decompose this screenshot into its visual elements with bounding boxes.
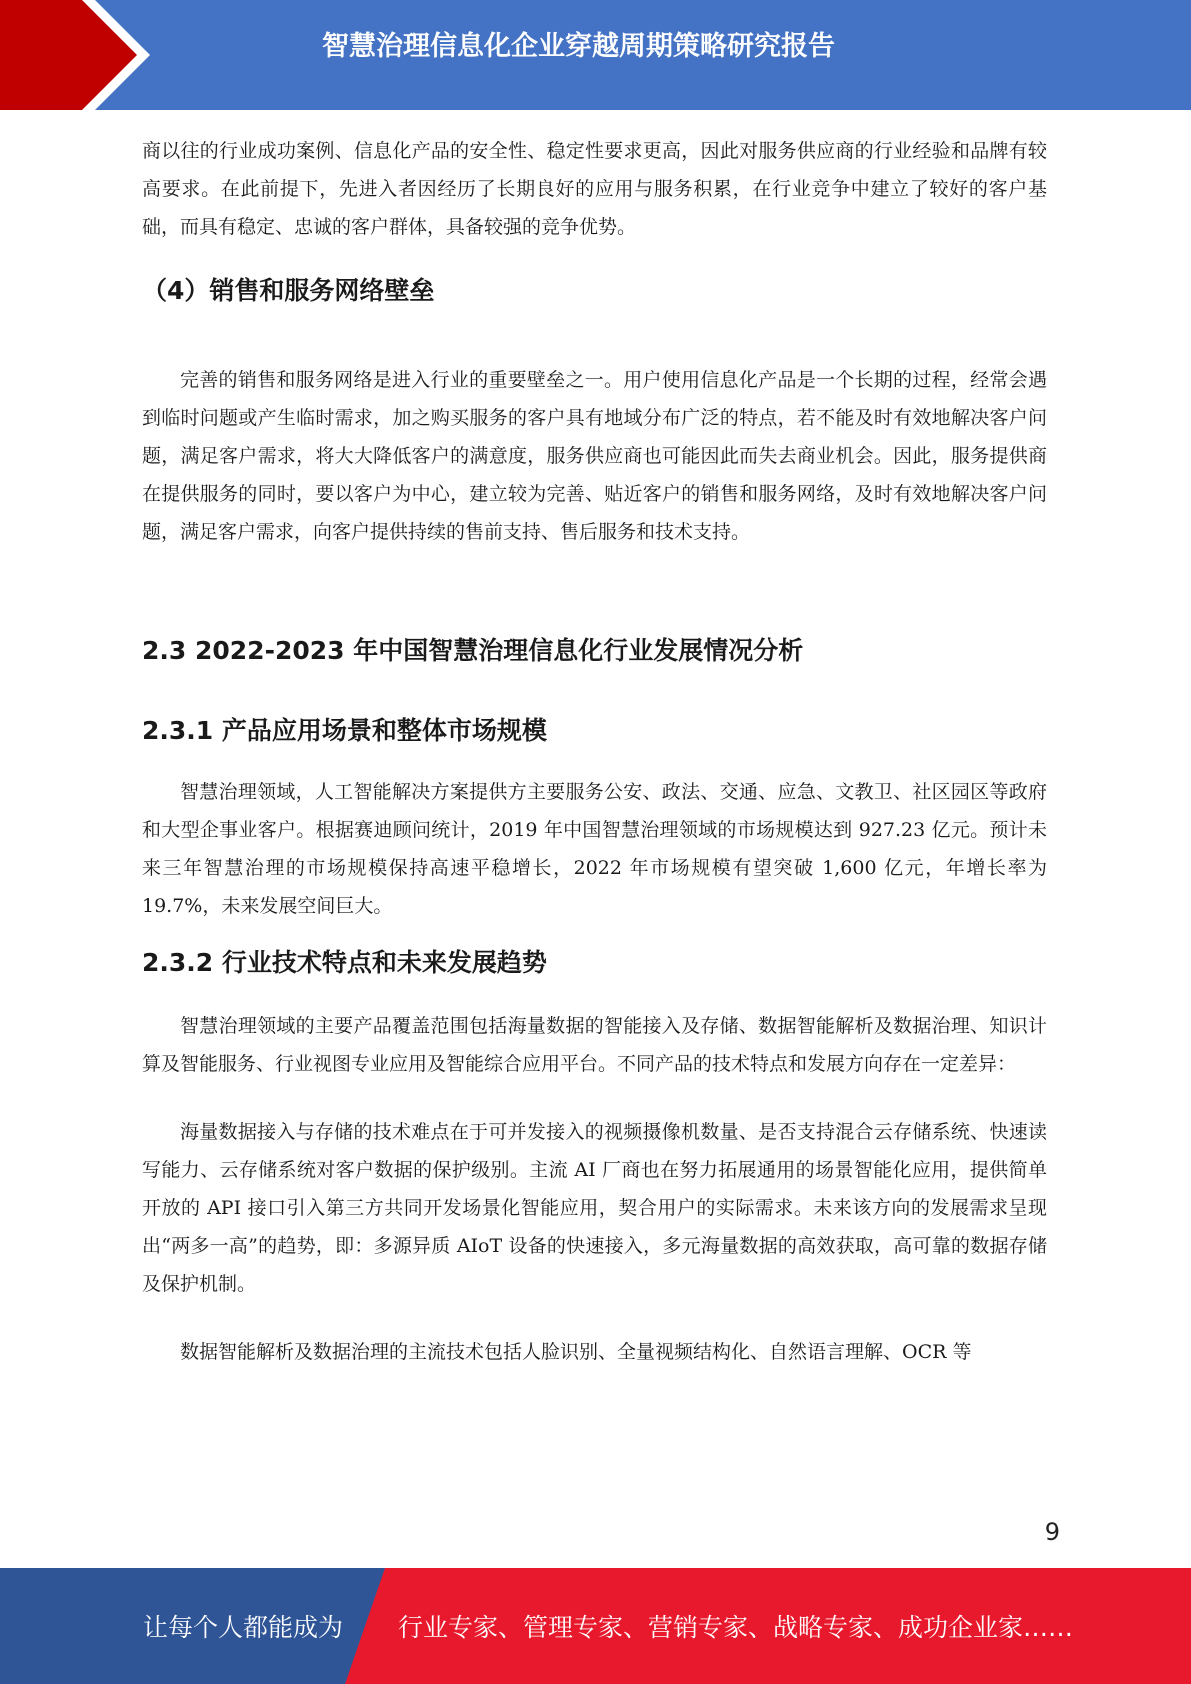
report-title: 智慧治理信息化企业穿越周期策略研究报告 [322, 31, 835, 62]
heading-section-2-3: 2.3 2022-2023 年中国智慧治理信息化行业发展情况分析 [142, 636, 804, 665]
paragraph-tech-features: 智慧治理领域的主要产品覆盖范围包括海量数据的智能接入及存储、数据智能解析及数据治理、知识计算及智能服务、行业视图专业应用及智能综合应用平台。不同产品的技术特点和发展方向存在一定差异： [142, 1015, 1047, 1075]
page-footer [0, 1568, 1191, 1684]
footer-slogan-right: 行业专家、管理专家、营销专家、战略专家、成功企业家…… [398, 1613, 1074, 1642]
heading-section-2-3-1: 2.3.1 产品应用场景和整体市场规模 [142, 716, 547, 745]
paragraph-sales-network: 完善的销售和服务网络是进入行业的重要壁垒之一。用户使用信息化产品是一个长期的过程，经常会遇到临时问题或产生临时需求，加之购买服务的客户具有地域分布广泛的特点，若不能及时有效地解决客户问题，满足客户需求，将大大降低客户的满意度，服务供应商也可能因此而失去商业机会。因此，服务提供商在提供服务的同时，要以客户为中心，建立较为完善、贴近客户的销售和服务网络，及时有效地解决客户问题，满足客户需求，向客户提供持续的售前支持、售后服务和技术支持。 [142, 369, 1047, 543]
page-content [142, 132, 1047, 1371]
heading-sales-network: （4）销售和服务网络壁垒 [142, 276, 435, 305]
page-number: 9 [1044, 1518, 1060, 1546]
paragraph-intro: 商以往的行业成功案例、信息化产品的安全性、稳定性要求更高，因此对服务供应商的行业经验和品牌有较高要求。在此前提下，先进入者因经历了长期良好的应用与服务积累，在行业竞争中建立了较好的客户基础，而具有稳定、忠诚的客户群体，具备较强的竞争优势。 [142, 140, 1047, 238]
footer-slogan-left: 让每个人都能成为 [143, 1613, 344, 1642]
page-header [0, 0, 1191, 110]
paragraph-market-scale: 智慧治理领域，人工智能解决方案提供方主要服务公安、政法、交通、应急、文教卫、社区园区等政府和大型企事业客户。根据赛迪顾问统计，2019 年中国智慧治理领域的市场规模达到 927.23 亿元。预计未来三年智慧治理的市场规模保持高速平稳增长，2022 年市场规模有望突破 1,600 亿元，年增长率为 19.7%，未来发展空间巨大。 [142, 781, 1047, 917]
paragraph-data-storage: 海量数据接入与存储的技术难点在于可并发接入的视频摄像机数量、是否支持混合云存储系统、快速读写能力、云存储系统对客户数据的保护级别。主流 AI 厂商也在努力拓展通用的场景智能化应用，提供简单开放的 API 接口引入第三方共同开发场景化智能应用，契合用户的实际需求。未来该方向的发展需求呈现出“两多一高”的趋势，即：多源异质 AIoT 设备的快速接入，多元海量数据的高效获取，高可靠的数据存储及保护机制。 [142, 1121, 1047, 1295]
paragraph-data-analysis: 数据智能解析及数据治理的主流技术包括人脸识别、全量视频结构化、自然语言理解、OCR 等 [180, 1341, 972, 1363]
heading-section-2-3-2: 2.3.2 行业技术特点和未来发展趋势 [142, 948, 547, 977]
